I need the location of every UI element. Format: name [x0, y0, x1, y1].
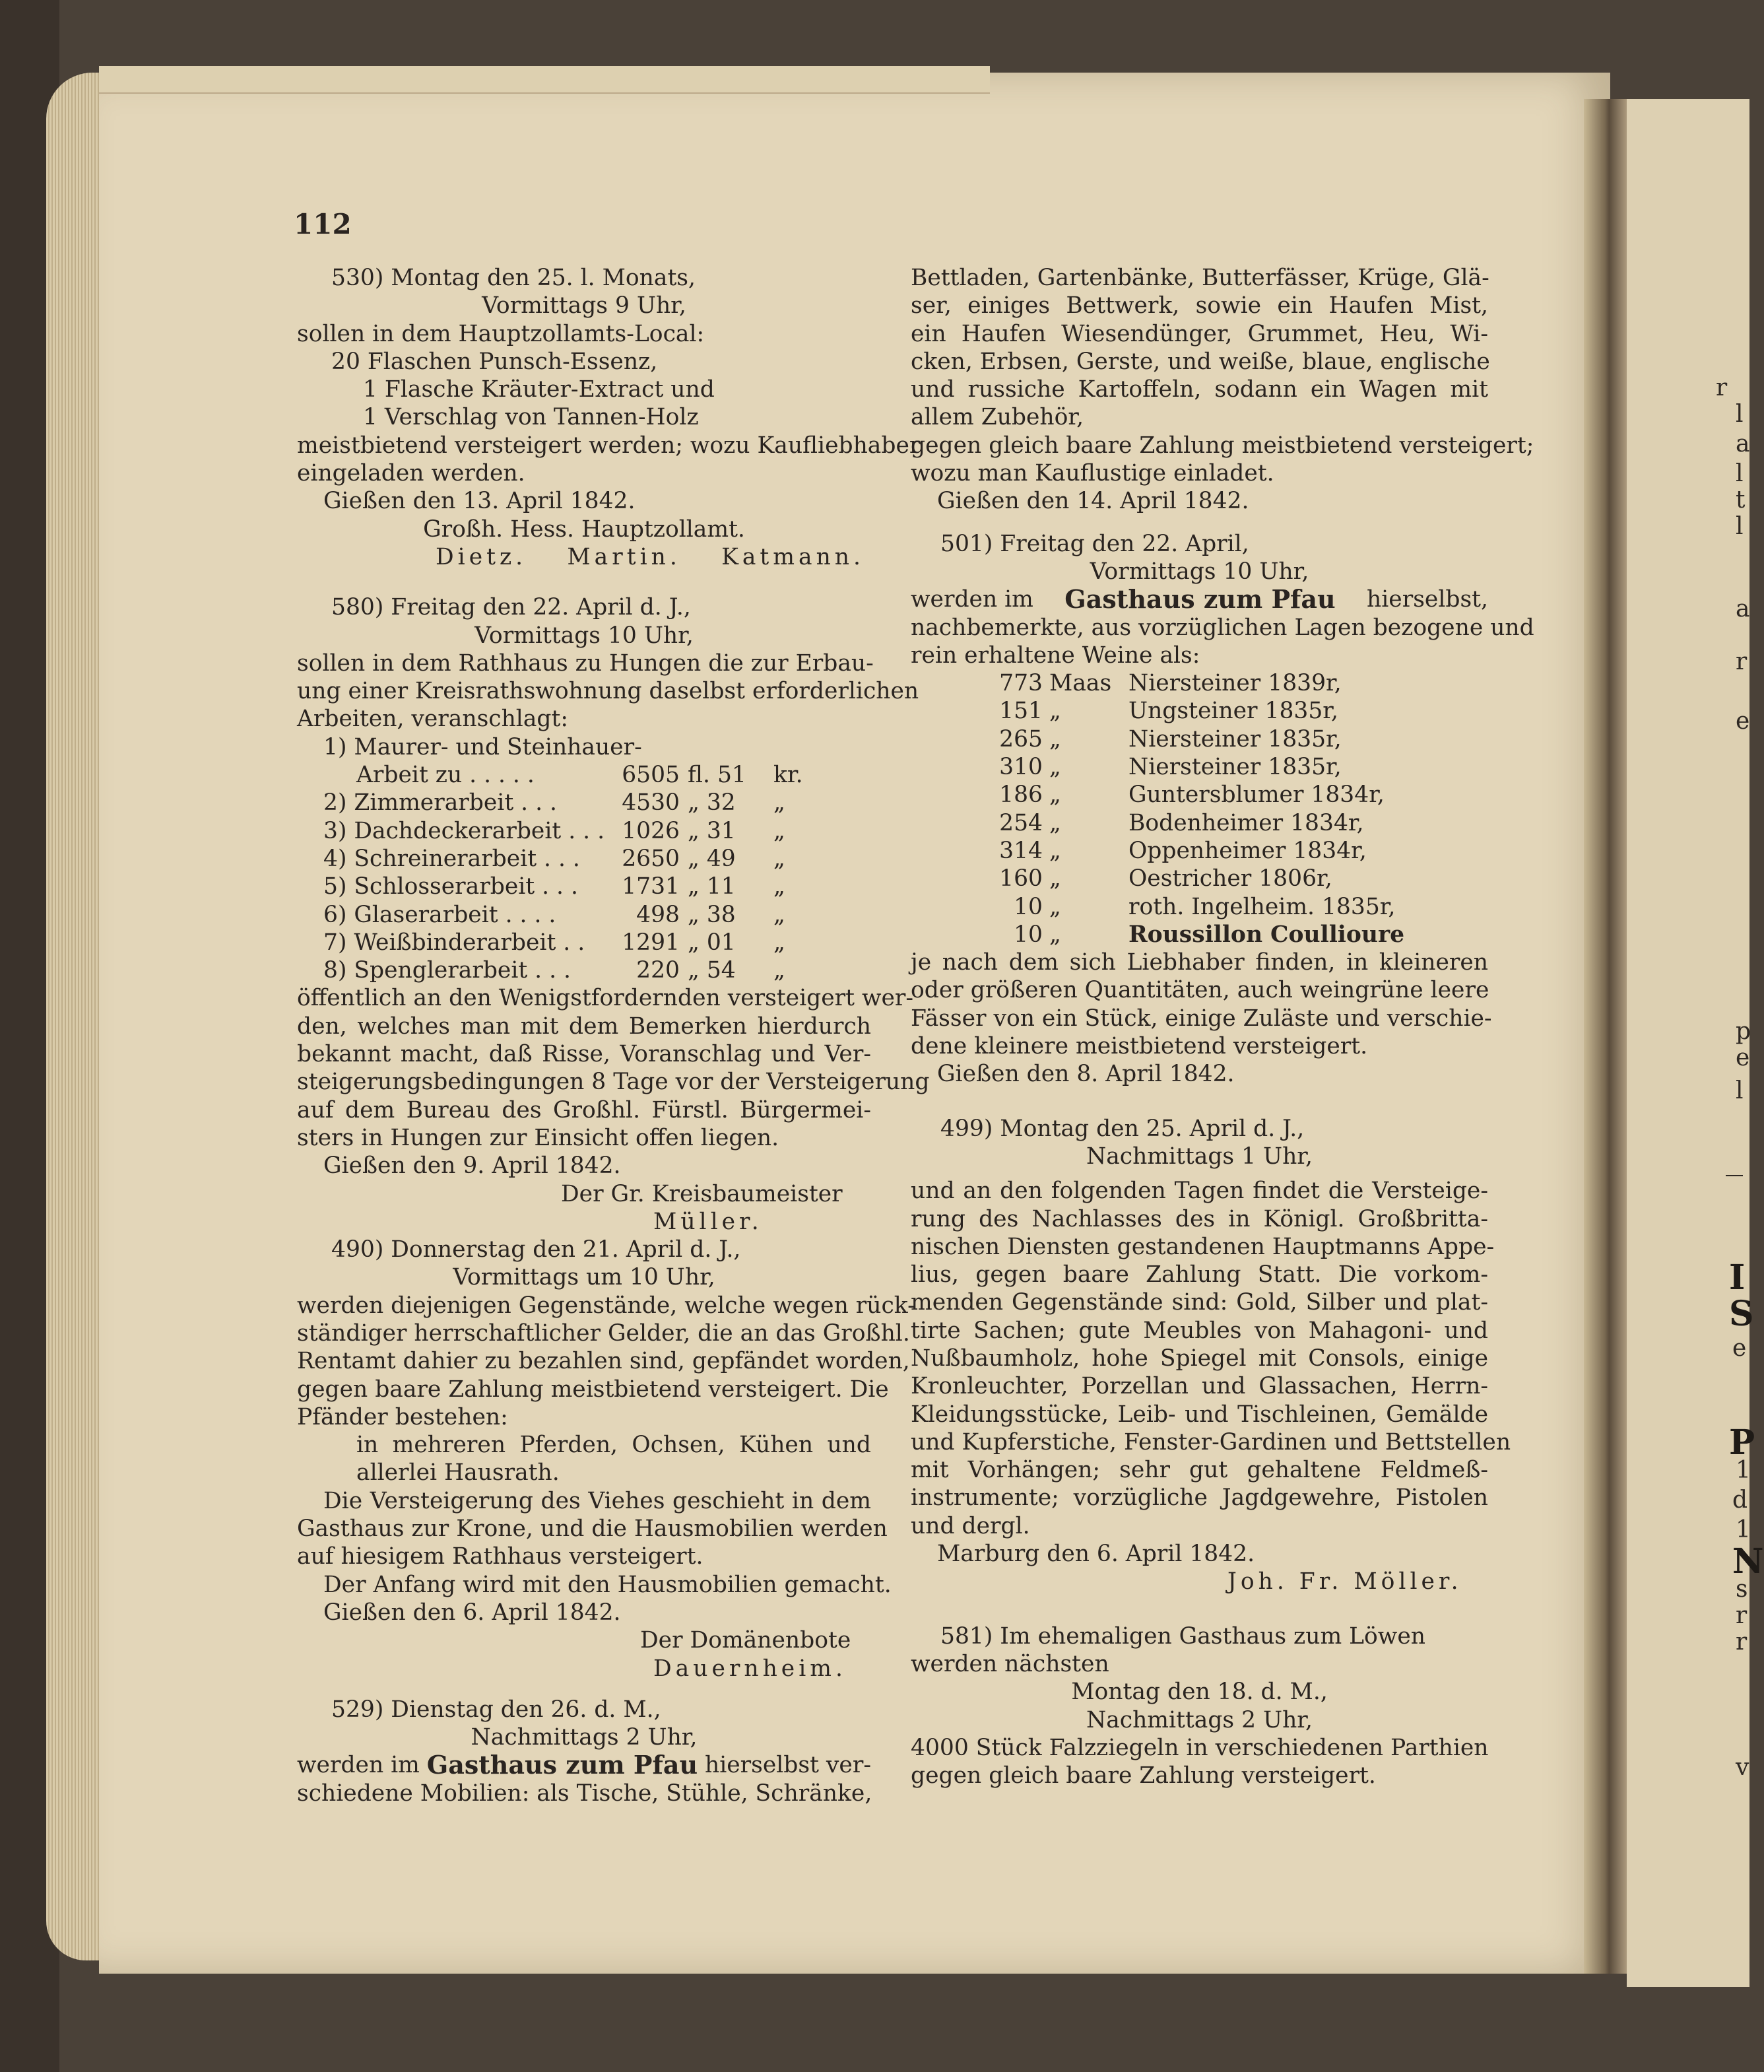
wine-unit: Maas — [1049, 670, 1112, 697]
facing-fragment: r — [1736, 1602, 1748, 1629]
work-name: 3) Dachdeckerarbeit . . . — [323, 817, 605, 844]
wine-unit: „ — [1049, 921, 1061, 948]
work-row — [297, 873, 871, 900]
work-amount: 6505 — [622, 762, 680, 789]
page-top-edge — [99, 66, 990, 94]
notice-580-office: Der Gr. Kreisbaumeister — [561, 1180, 843, 1207]
work-row — [297, 761, 871, 789]
work-kr: „ — [773, 789, 785, 817]
notice-530-item: 1 Flasche Kräuter-Extract und — [363, 376, 715, 403]
work-amount: 1731 — [622, 873, 680, 900]
work-row — [297, 817, 871, 845]
notice-499-time: Nachmittags 1 Uhr, — [1086, 1143, 1313, 1170]
notice-501-line — [911, 585, 1488, 613]
facing-page — [1627, 99, 1749, 1987]
notice-490-text2: auf hiesigem Rathhaus versteigert. — [297, 1543, 703, 1570]
text-fragment: werden im — [297, 1752, 420, 1779]
text-fragment: werden im — [911, 586, 1033, 613]
notice-501-text: nachbemerkte, aus vorzüglichen Lagen bezogene und — [911, 614, 1534, 641]
work-kr: „ — [773, 873, 785, 900]
work-fl: „ 11 — [688, 873, 736, 900]
facing-fragment: a — [1736, 595, 1750, 622]
wine-name: Ungsteiner 1835r, — [1128, 698, 1338, 725]
work-kr: „ — [773, 817, 785, 844]
facing-fragment: e — [1736, 1044, 1750, 1071]
work-name: Arbeit zu . . . . . — [356, 762, 535, 789]
wine-row — [911, 753, 1488, 781]
work-fl: „ 38 — [688, 901, 736, 928]
notice-580-text: auf dem Bureau des Großhl. Fürstl. Bürgermei- — [297, 1096, 871, 1123]
notice-501-text2: dene kleinere meistbietend versteigert. — [911, 1033, 1368, 1060]
wine-row — [911, 837, 1488, 865]
notice-581-line: werden nächsten — [911, 1650, 1109, 1677]
notice-581-text: gegen gleich baare Zahlung versteigert. — [911, 1762, 1376, 1789]
signer-name: Martin. — [567, 543, 681, 570]
signer-name: Katmann. — [721, 543, 865, 570]
work-name: 4) Schreinerarbeit . . . — [323, 845, 580, 872]
wine-qty: 186 — [999, 782, 1043, 809]
work-fl: „ 31 — [688, 817, 736, 844]
facing-fragment: 1 — [1736, 1516, 1751, 1543]
wine-qty: 10 — [1014, 921, 1043, 948]
notice-530-date: Gießen den 13. April 1842. — [323, 488, 636, 515]
facing-fragment: v — [1736, 1754, 1749, 1781]
notice-580-intro: ung einer Kreisrathswohnung daselbst erforderlichen — [297, 678, 919, 705]
notice-501-title: 501) Freitag den 22. April, — [940, 530, 1249, 557]
wine-row — [911, 865, 1488, 892]
notice-490-text2: Der Anfang wird mit den Hausmobilien gemacht. — [323, 1571, 892, 1598]
wine-unit: „ — [1049, 698, 1061, 725]
notice-529-cont: gegen gleich baare Zahlung meistbietend versteigert; — [911, 432, 1534, 459]
notice-580-intro: sollen in dem Rathhaus zu Hungen die zur Erbau- — [297, 650, 874, 677]
notice-529-text: schiedene Mobilien: als Tische, Stühle, Schränke, — [297, 1780, 872, 1807]
notice-499-text: menden Gegenstände sind: Gold, Silber und plat- — [911, 1289, 1488, 1316]
notice-529-cont: wozu man Kauflustige einladet. — [911, 460, 1274, 487]
notice-530-intro: sollen in dem Hauptzollamts-Local: — [297, 320, 705, 347]
notice-499-text: lius, gegen baare Zahlung Statt. Die vorkom- — [911, 1261, 1488, 1288]
facing-fragment: p — [1736, 1018, 1751, 1045]
wine-qty: 254 — [999, 809, 1043, 836]
notice-490-item: in mehreren Pferden, Ochsen, Kühen und — [356, 1432, 871, 1459]
notice-490-text: werden diejenigen Gegenstände, welche wegen rück- — [297, 1292, 915, 1319]
work-row — [297, 901, 871, 929]
facing-fragment: r — [1736, 648, 1748, 675]
notice-530-text: meistbietend versteigert werden; wozu Kaufliebhaber — [297, 432, 921, 459]
notice-530-time: Vormittags 9 Uhr, — [482, 292, 686, 319]
work-name: 6) Glaserarbeit . . . . — [323, 901, 556, 928]
wine-qty: 314 — [999, 837, 1043, 864]
notice-529-cont: Bettladen, Gartenbänke, Butterfässer, Krüge, Glä- — [911, 265, 1489, 291]
notice-490-text2: Gasthaus zur Krone, und die Hausmobilien werden — [297, 1516, 888, 1543]
notice-529-line — [297, 1751, 871, 1779]
facing-fragment: d — [1732, 1487, 1748, 1514]
work-amount: 4530 — [622, 789, 680, 817]
notice-501-time: Vormittags 10 Uhr, — [1090, 558, 1309, 585]
inn-name: Gasthaus zum Pfau — [1064, 584, 1336, 615]
wine-unit: „ — [1049, 754, 1061, 781]
facing-fragment-mark — [1726, 1175, 1743, 1176]
facing-fragment: r — [1716, 374, 1728, 401]
notice-530-item: 20 Flaschen Punsch-Essenz, — [331, 348, 658, 375]
notice-580-work-item: 1) Maurer- und Steinhauer- — [323, 733, 642, 760]
notice-529-date: Gießen den 14. April 1842. — [937, 488, 1249, 515]
notice-499-text: tirte Sachen; gute Meubles von Mahagoni- und — [911, 1317, 1488, 1344]
wine-row — [911, 809, 1488, 837]
work-name: 2) Zimmerarbeit . . . — [323, 789, 557, 817]
notice-529-cont: cken, Erbsen, Gerste, und weiße, blaue, englische — [911, 348, 1490, 375]
notice-490-text2: Die Versteigerung des Viehes geschieht in dem — [323, 1487, 871, 1514]
notice-530-text: eingeladen werden. — [297, 460, 525, 487]
notice-499-title: 499) Montag den 25. April d. J., — [940, 1115, 1305, 1142]
facing-fragment: l — [1736, 460, 1744, 487]
notice-580-time: Vormittags 10 Uhr, — [474, 622, 694, 649]
notice-529-time: Nachmittags 2 Uhr, — [471, 1724, 698, 1751]
wine-row — [911, 697, 1488, 725]
work-fl: fl. 51 — [688, 762, 746, 789]
work-row — [297, 789, 871, 817]
notice-490-date: Gießen den 6. April 1842. — [323, 1599, 621, 1626]
notice-529-cont: und russiche Kartoffeln, sodann ein Wagen mit — [911, 376, 1488, 403]
page-number: 112 — [294, 208, 352, 240]
wine-name: Roussillon Coullioure — [1128, 921, 1405, 948]
notice-499-text: Kronleuchter, Porzellan und Glassachen, Herrn- — [911, 1373, 1488, 1400]
wine-name: Niersteiner 1835r, — [1128, 754, 1342, 781]
notice-499-text: und dergl. — [911, 1512, 1030, 1539]
book-gutter — [1584, 99, 1630, 1974]
notice-490-office: Der Domänenbote — [640, 1627, 851, 1654]
facing-fragment: S — [1729, 1294, 1754, 1334]
notice-501-text2: oder größeren Quantitäten, auch weingrüne leere — [911, 977, 1489, 1004]
notice-501-date: Gießen den 8. April 1842. — [937, 1061, 1235, 1088]
notice-490-title: 490) Donnerstag den 21. April d. J., — [331, 1236, 741, 1263]
notice-499-text: rung des Nachlasses des in Königl. Großbritta- — [911, 1205, 1488, 1232]
notice-499-date: Marburg den 6. April 1842. — [937, 1541, 1255, 1568]
wine-name: Niersteiner 1839r, — [1128, 670, 1342, 697]
notice-490-text: Pfänder bestehen: — [297, 1403, 508, 1430]
notice-580-intro: Arbeiten, veranschlagt: — [297, 706, 568, 733]
wine-qty: 773 — [999, 670, 1043, 697]
notice-501-text: rein erhaltene Weine als: — [911, 642, 1200, 669]
work-row — [297, 956, 871, 984]
notice-530-signers — [297, 543, 871, 571]
right-column — [911, 264, 1534, 1789]
work-name: 7) Weißbinderarbeit . . — [323, 929, 585, 956]
wine-unit: „ — [1049, 725, 1061, 752]
wine-unit: „ — [1049, 893, 1061, 920]
notice-499-signer: Joh. Fr. Möller. — [1227, 1568, 1462, 1595]
notice-580-text: steigerungsbedingungen 8 Tage vor der Versteigerung — [297, 1069, 930, 1096]
notice-499-text: Nußbaumholz, hohe Spiegel mit Consols, einige — [911, 1345, 1488, 1372]
notice-490-text: Rentamt dahier zu bezahlen sind, gepfändet worden, — [297, 1348, 910, 1375]
notice-490-text: ständiger herrschaftlicher Gelder, die an das Großhl. — [297, 1320, 910, 1347]
notice-530-item: 1 Verschlag von Tannen-Holz — [363, 404, 699, 431]
work-row — [297, 929, 871, 956]
wine-name: roth. Ingelheim. 1835r, — [1128, 893, 1396, 920]
notice-580-title: 580) Freitag den 22. April d. J., — [331, 594, 691, 621]
notice-499-text: mit Vorhängen; sehr gut gehaltene Feldmeß- — [911, 1457, 1488, 1484]
notice-581-day: Montag den 18. d. M., — [1071, 1679, 1328, 1706]
wine-row — [911, 725, 1488, 753]
notice-529-cont: allem Zubehör, — [911, 404, 1084, 431]
facing-fragment: P — [1729, 1422, 1755, 1463]
notice-499-text: und Kupferstiche, Fenster-Gardinen und Bettstellen — [911, 1428, 1511, 1455]
left-column — [297, 264, 930, 1807]
inn-name: Gasthaus zum Pfau — [426, 1750, 698, 1780]
signer-name: Dietz. — [436, 543, 527, 570]
wine-qty: 310 — [999, 754, 1043, 781]
work-amount: 2650 — [622, 845, 680, 872]
work-amount: 498 — [636, 901, 680, 928]
facing-fragment: N — [1732, 1541, 1764, 1582]
facing-fragment: l — [1736, 1077, 1744, 1104]
wine-unit: „ — [1049, 782, 1061, 809]
facing-fragment: l — [1736, 513, 1744, 540]
wine-qty: 265 — [999, 725, 1043, 752]
work-fl: „ 01 — [688, 929, 736, 956]
facing-fragment: r — [1736, 1628, 1748, 1655]
text-fragment: hierselbst, — [1367, 586, 1488, 613]
work-amount: 220 — [636, 957, 680, 984]
wine-name: Oppenheimer 1834r, — [1128, 837, 1367, 864]
notice-490-signer: Dauernheim. — [653, 1655, 847, 1682]
wine-qty: 151 — [999, 698, 1043, 725]
notice-529-cont: ser, einiges Bettwerk, sowie ein Haufen Mist, — [911, 292, 1488, 319]
notice-580-text: bekannt macht, daß Risse, Voranschlag und Ver- — [297, 1041, 871, 1068]
work-row — [297, 845, 871, 873]
wine-row — [911, 781, 1488, 809]
notice-501-text2: Fässer von ein Stück, einige Zuläste und verschie- — [911, 1005, 1492, 1032]
wine-unit: „ — [1049, 809, 1061, 836]
work-name: 5) Schlosserarbeit . . . — [323, 873, 578, 900]
work-amount: 1291 — [622, 929, 680, 956]
notice-499-text: nischen Diensten gestandenen Hauptmanns Appe- — [911, 1233, 1495, 1260]
work-kr: „ — [773, 845, 785, 872]
facing-fragment: l — [1736, 401, 1744, 428]
wine-name: Guntersblumer 1834r, — [1128, 782, 1385, 809]
wine-name: Niersteiner 1835r, — [1128, 725, 1342, 752]
wine-qty: 10 — [1014, 893, 1043, 920]
notice-580-text: öffentlich an den Wenigstfordernden versteigert wer- — [297, 985, 914, 1012]
notice-490-time: Vormittags um 10 Uhr, — [453, 1264, 715, 1291]
facing-fragment: e — [1736, 708, 1750, 735]
facing-fragment: s — [1736, 1576, 1748, 1603]
wine-row — [911, 921, 1488, 949]
facing-fragment: I — [1729, 1257, 1746, 1298]
work-fl: „ 54 — [688, 957, 736, 984]
work-amount: 1026 — [622, 817, 680, 844]
notice-499-text: Kleidungsstücke, Leib- und Tischleinen, Gemälde — [911, 1401, 1488, 1428]
text-fragment: hierselbst ver- — [704, 1752, 871, 1779]
notice-499-text: und an den folgenden Tagen findet die Versteige- — [911, 1178, 1488, 1205]
notice-490-item: allerlei Hausrath. — [356, 1459, 560, 1487]
notice-499-text: instrumente; vorzügliche Jagdgewehre, Pistolen — [911, 1485, 1488, 1512]
notice-581-text: 4000 Stück Falzziegeln in verschiedenen Parthien — [911, 1734, 1489, 1761]
work-name: 8) Spenglerarbeit . . . — [323, 957, 572, 984]
wine-qty: 160 — [999, 865, 1043, 892]
facing-fragment: t — [1736, 486, 1746, 514]
work-kr: „ — [773, 957, 785, 984]
work-kr: „ — [773, 901, 785, 928]
work-fl: „ 32 — [688, 789, 736, 817]
wine-row — [911, 893, 1488, 921]
facing-fragment: 1 — [1736, 1457, 1751, 1484]
notice-490-text: gegen baare Zahlung meistbietend versteigert. Die — [297, 1376, 889, 1403]
facing-fragment: e — [1732, 1335, 1747, 1362]
notice-580-text: den, welches man mit dem Bemerken hierdurch — [297, 1013, 871, 1040]
facing-fragment: a — [1736, 430, 1750, 457]
notice-581-time: Nachmittags 2 Uhr, — [1086, 1706, 1313, 1733]
notice-529-cont: ein Haufen Wiesendünger, Grummet, Heu, Wi- — [911, 320, 1488, 347]
wine-name: Bodenheimer 1834r, — [1128, 809, 1364, 836]
wine-unit: „ — [1049, 865, 1061, 892]
notice-501-text2: je nach dem sich Liebhaber finden, in kleineren — [911, 949, 1488, 976]
notice-530-office: Großh. Hess. Hauptzollamt. — [423, 516, 745, 543]
notice-529-title: 529) Dienstag den 26. d. M., — [331, 1696, 661, 1723]
notice-580-date: Gießen den 9. April 1842. — [323, 1153, 621, 1180]
notice-580-text: sters in Hungen zur Einsicht offen liegen. — [297, 1124, 779, 1151]
work-fl: „ 49 — [688, 845, 736, 872]
work-kr: „ — [773, 929, 785, 956]
notice-530-title: 530) Montag den 25. l. Monats, — [331, 265, 696, 291]
notice-580-signer: Müller. — [653, 1208, 763, 1235]
wine-unit: „ — [1049, 837, 1061, 864]
wine-row — [911, 669, 1488, 697]
work-kr: kr. — [773, 762, 803, 789]
wine-name: Oestricher 1806r, — [1128, 865, 1332, 892]
notice-581-title: 581) Im ehemaligen Gasthaus zum Löwen — [940, 1622, 1425, 1650]
